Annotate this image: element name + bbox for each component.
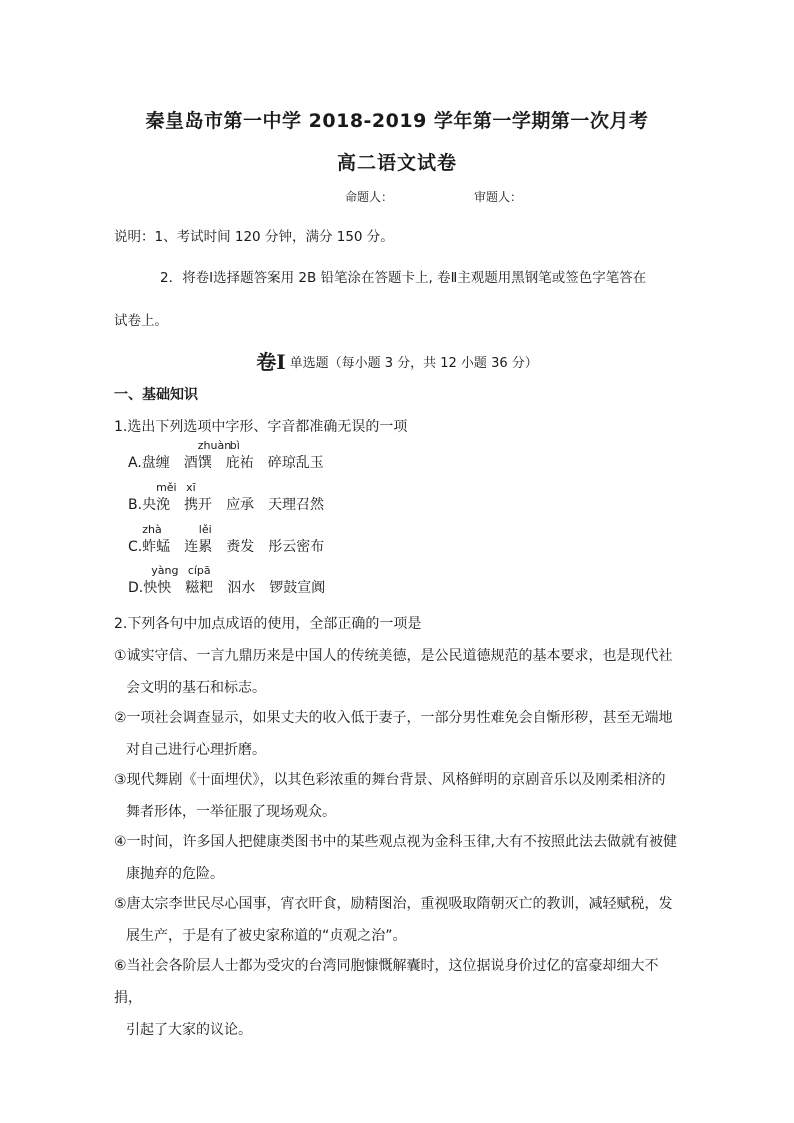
option-word: 彤云密布 bbox=[268, 539, 325, 555]
ruby-word: zhà 蚱 bbox=[142, 523, 162, 555]
instruction-line-3: 试卷上。 bbox=[114, 313, 168, 329]
option-word: 锣鼓宣阗 bbox=[269, 580, 326, 596]
option-word: 天理召然 bbox=[268, 497, 325, 513]
question-2-stem: 2.下列各句中加点成语的使用，全部正确的一项是 bbox=[114, 616, 422, 632]
option-word: 怏 bbox=[157, 580, 172, 596]
section-desc: 单选题（每小题 3 分，共 12 小题 36 分） bbox=[289, 356, 538, 371]
ruby-word: lěi 累 bbox=[198, 523, 213, 555]
option-label: B. bbox=[128, 497, 143, 513]
instruction-line-2: 2．将卷Ⅰ选择题答案用 2B 铅笔涂在答题卡上, 卷Ⅱ主观题用黑钢笔或签色字笔答在 bbox=[160, 270, 647, 286]
ruby-word: bì 庇祐 bbox=[225, 439, 254, 471]
option-word: 盘缠 bbox=[141, 455, 170, 471]
option-word: 连 bbox=[184, 539, 199, 555]
pinyin: bì bbox=[229, 439, 240, 452]
instruction-line-1: 说明：1、考试时间 120 分钟，满分 150 分。 bbox=[114, 229, 394, 245]
question-1-stem: 1.选出下列选项中字形、字音都准确无误的一项 bbox=[114, 419, 408, 435]
option-word: 酒 bbox=[183, 455, 198, 471]
option-label: C. bbox=[128, 539, 143, 555]
option-word: 碎琼乱玉 bbox=[267, 455, 324, 471]
question-2-item: ④一时间，许多国人把健康类图书中的某些观点视为金科玉律,大有不按照此法去做就有被健 康抛弃的危险。 bbox=[114, 834, 677, 882]
question-2-item: ⑤唐太宗李世民尽心国事，宵衣旰食，励精图治，重视吸取隋朝灭亡的教训，减轻赋税，发 展生产，于是有了被史家称道的“贞观之治”。 bbox=[114, 896, 673, 944]
exam-subtitle: 高二语文试卷 bbox=[336, 152, 457, 174]
section-heading bbox=[0, 346, 794, 375]
pinyin: zhà bbox=[142, 523, 162, 536]
option-word: 应承 bbox=[226, 497, 255, 513]
ruby-word: xī 携开 bbox=[184, 481, 213, 513]
option-word: 蜢 bbox=[156, 539, 171, 555]
ruby-word: měi 浼 bbox=[156, 481, 177, 513]
pinyin: zhuàn bbox=[197, 439, 232, 452]
question-2-item: ⑥当社会各阶层人士都为受灾的台湾同胞慷慨解囊时，这位据说身价过亿的富豪却细大不捐， 引起了大家的议论。 bbox=[114, 958, 659, 1038]
option-word: 泅水 bbox=[227, 580, 256, 596]
pinyin: xī bbox=[186, 481, 196, 494]
option-word: 央 bbox=[142, 497, 157, 513]
question-2-item: ③现代舞剧《十面埋伏》，以其色彩浓重的舞台背景、风格鲜明的京剧音乐以及刚柔相济的 舞者形体，一举征服了现场观众。 bbox=[114, 772, 666, 820]
reviewer-label: 审题人： bbox=[474, 190, 523, 204]
author-label: 命题人： bbox=[345, 190, 394, 204]
question-1-option-b bbox=[128, 481, 325, 514]
question-1-option-c bbox=[128, 523, 325, 556]
ruby-word: zhuàn 馔 bbox=[197, 439, 232, 471]
option-label: D. bbox=[128, 580, 144, 596]
ruby-word: yàng 怏 bbox=[143, 564, 179, 596]
pinyin: lěi bbox=[198, 523, 212, 536]
part-heading: 一、基础知识 bbox=[114, 387, 198, 403]
question-1-option-a bbox=[128, 439, 324, 472]
question-2-item: ①诚实守信、一言九鼎历来是中国人的传统美德，是公民道德规范的基本要求，也是现代社 会文明的基石和标志。 bbox=[114, 648, 673, 696]
option-label: A. bbox=[128, 455, 142, 471]
section-name: 卷Ⅰ bbox=[256, 350, 286, 374]
exam-title: 秦皇岛市第一中学 2018-2019 学年第一学期第一次月考 bbox=[145, 110, 649, 132]
option-word: 赉发 bbox=[226, 539, 255, 555]
pinyin: měi bbox=[156, 481, 177, 494]
ruby-word: cípā 糍粑 bbox=[185, 564, 214, 596]
question-1-option-d bbox=[128, 564, 326, 597]
pinyin: cípā bbox=[187, 564, 211, 577]
question-2-item: ②一项社会调查显示，如果丈夫的收入低于妻子，一部分男性难免会自惭形秽，甚至无端地 对自己进行心理折磨。 bbox=[114, 710, 673, 758]
pinyin: yàng bbox=[151, 564, 179, 577]
